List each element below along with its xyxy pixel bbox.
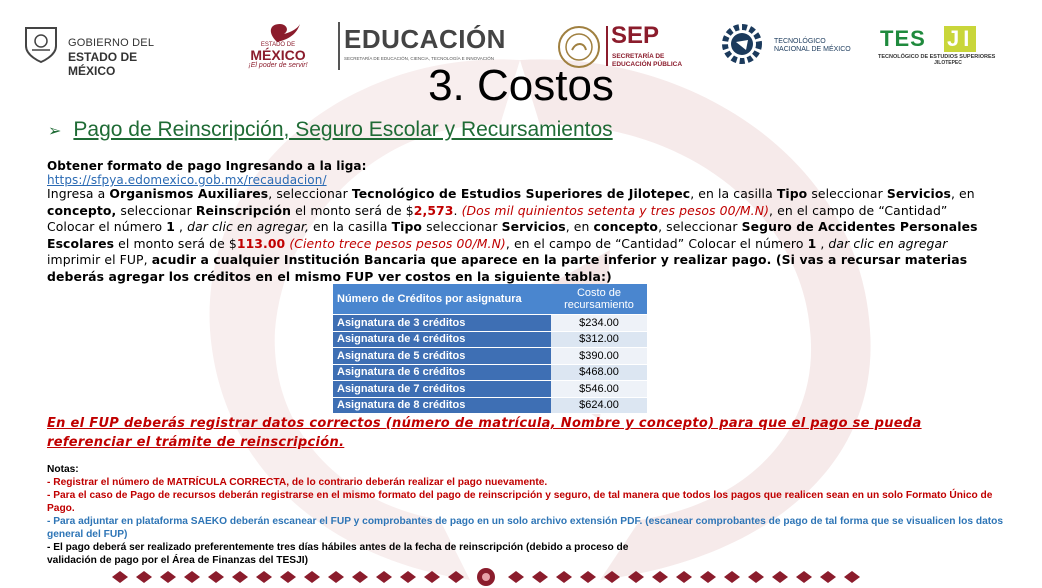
table-row	[333, 315, 647, 332]
sep-line1: SECRETARÍA DE	[612, 53, 665, 60]
text-run: , seleccionar	[268, 186, 352, 201]
instructions-paragraph	[47, 186, 997, 286]
section-heading	[48, 118, 613, 142]
text-run: , en la casilla	[690, 186, 777, 201]
row-cost: $312.00	[551, 331, 647, 348]
text-run: en la casilla	[309, 219, 392, 235]
ornament-icon	[532, 571, 548, 583]
table-row	[333, 364, 647, 381]
reinscription-amount: 2,573	[413, 202, 454, 218]
text-run: concepto,	[47, 202, 117, 218]
ornament-icon	[184, 571, 200, 583]
fup-warning: En el FUP deberás registrar datos correctos (número de matrícula, Nombre y concepto) para que el pago se pueda referenciar el trámite de reinscripción.	[47, 416, 922, 450]
ornament-icon	[724, 571, 740, 583]
ornament-icon	[580, 571, 596, 583]
ornament-icon	[628, 571, 644, 583]
text-run: Tipo	[391, 219, 423, 235]
text-run: imprimir el FUP,	[47, 252, 152, 268]
text-run: , en el campo de “Cantidad” Colocar el número	[47, 202, 948, 235]
text-run: Tipo	[776, 186, 808, 201]
text-run: ,	[174, 219, 188, 235]
row-label: Asignatura de 6 créditos	[333, 364, 551, 381]
payment-link[interactable]: https://sfpya.edomexico.gob.mx/recaudacion/	[47, 173, 327, 187]
gobierno-line2: ESTADO DE MÉXICO	[68, 50, 138, 78]
ornament-icon	[352, 571, 368, 583]
note-item: - Registrar el número de MATRÍCULA CORRECTA, de lo contrario deberán realizar el pago nuevamente.	[47, 477, 548, 488]
text-run: concepto	[593, 219, 659, 235]
text-run: Tecnológico de Estudios Superiores de Jilotepec	[351, 186, 691, 201]
text-run: , seleccionar	[658, 219, 742, 235]
flower-ornament-icon	[477, 568, 495, 586]
ornament-icon	[448, 571, 464, 583]
intro-text: Obtener formato de pago Ingresando a la liga:	[47, 159, 367, 173]
section-heading-text: Pago de Reinscripción, Seguro Escolar y Recursamientos	[73, 118, 613, 141]
sep-title: SEP	[611, 22, 660, 49]
text-run: , en	[950, 186, 975, 201]
text-run: .	[453, 202, 462, 218]
ornament-icon	[748, 571, 764, 583]
ornament-icon	[508, 571, 524, 583]
ornament-icon	[376, 571, 392, 583]
column-header-cost: Costo de recursamiento	[551, 284, 647, 315]
edomex-line1: ESTADO DE	[260, 42, 296, 48]
row-cost: $546.00	[551, 381, 647, 398]
ornament-icon	[160, 571, 176, 583]
tesji-line1: TECNOLÓGICO DE ESTUDIOS SUPERIORES	[878, 54, 996, 60]
reinscription-amount-words: (Dos mil quinientos setenta y tres pesos 00/M.N)	[461, 202, 770, 218]
note-item: - El pago deberá ser realizado preferentemente tres días hábiles antes de la fecha de reinscripción (debido a proceso de	[47, 542, 629, 553]
educacion-subtitle: SECRETARÍA DE EDUCACIÓN, CIENCIA, TECNOLOGÍA E INNOVACIÓN	[344, 56, 495, 61]
educacion-title: EDUCACIÓN	[344, 24, 506, 54]
tesji-title-a: TES	[880, 26, 926, 51]
arrow-bullet-icon: ➢	[48, 123, 62, 140]
page-title: 3. Costos	[428, 61, 614, 110]
text-run: Servicios	[886, 186, 951, 201]
ornament-icon	[556, 571, 572, 583]
text-run: el monto será de $	[291, 202, 414, 218]
note-item: - Para el caso de Pago de recursos deberán registrarse en el mismo formato del pago de reinscripción y seguro, de tal manera que todos los pagos que realicen sean en un solo Formato Único de Pago.	[47, 490, 993, 514]
row-cost: $468.00	[551, 364, 647, 381]
ornament-icon	[844, 571, 860, 583]
gobierno-line1: GOBIERNO DEL	[68, 37, 155, 49]
row-label: Asignatura de 5 créditos	[333, 348, 551, 365]
text-run: seleccionar	[116, 202, 196, 218]
text-run: , en el campo de “Cantidad” Colocar el número	[505, 235, 808, 251]
row-label: Asignatura de 7 créditos	[333, 381, 551, 398]
ornament-icon	[400, 571, 416, 583]
text-run: , en	[565, 219, 594, 235]
ornament-icon	[796, 571, 812, 583]
ornament-icon	[700, 571, 716, 583]
text-run: seleccionar	[807, 186, 887, 201]
text-run: 1	[807, 235, 817, 251]
ornament-icon	[112, 571, 128, 583]
ornament-icon	[676, 571, 692, 583]
notes-title: Notas:	[47, 464, 79, 475]
text-run: Ingresa a	[47, 186, 110, 201]
row-cost: $234.00	[551, 315, 647, 332]
ornament-icon	[232, 571, 248, 583]
row-label: Asignatura de 8 créditos	[333, 397, 551, 414]
text-run: el monto será de $	[114, 235, 237, 251]
insurance-amount-words: (Ciento trece pesos pesos 00/M.N)	[289, 235, 506, 251]
text-run: Servicios	[501, 219, 566, 235]
text-run: Seguro de Accidentes Personales Escolares	[47, 219, 978, 251]
text-run: ,	[816, 235, 829, 251]
tesji-title-b: JI	[944, 26, 976, 52]
row-cost: $390.00	[551, 348, 647, 365]
insurance-amount: 113.00	[236, 235, 286, 251]
ornament-icon	[208, 571, 224, 583]
ornament-icon	[772, 571, 788, 583]
ornament-icon	[304, 571, 320, 583]
decorative-footer-band	[108, 565, 864, 588]
text-run: seleccionar	[422, 219, 502, 235]
table-row	[333, 381, 647, 398]
note-item: validación de pago por el Área de Finanzas del TESJI)	[47, 555, 308, 566]
bird-icon	[252, 22, 302, 44]
sep-line2: EDUCACIÓN PÚBLICA	[612, 61, 683, 68]
text-run: 1	[166, 219, 175, 235]
text-run: acudir a cualquier Institución Bancaria que aparece en la parte inferior y realizar pago. (Si vas a recursar materias deberás agregar los créditos en el mismo FUP ver costos en la siguiente tabla:)	[47, 252, 968, 284]
table-row	[333, 331, 647, 348]
note-item: - Para adjuntar en plataforma SAEKO deberán escanear el FUP y comprobantes de pago en un solo archivo extensión PDF. (escanear comprobantes de pago de tal forma que se visualicen los datos general del FUP)	[47, 516, 1004, 540]
row-cost: $624.00	[551, 397, 647, 414]
edomex-tagline: ¡El poder de servir!	[248, 62, 308, 69]
notes-block	[47, 463, 1007, 567]
table-header-row	[333, 284, 647, 315]
row-label: Asignatura de 3 créditos	[333, 315, 551, 332]
tecnm-line2: NACIONAL DE MÉXICO	[774, 46, 851, 53]
ornament-icon	[424, 571, 440, 583]
text-run: dar clic en agregar,	[187, 219, 309, 235]
ornament-icon	[280, 571, 296, 583]
tecnm-line1: TECNOLÓGICO	[774, 38, 826, 45]
ornament-icon	[256, 571, 272, 583]
cost-table	[333, 284, 647, 414]
table-row	[333, 397, 647, 414]
ornament-icon	[328, 571, 344, 583]
text-run: dar clic en agregar	[828, 235, 948, 251]
text-run: Organismos Auxiliares	[109, 186, 269, 201]
tesji-line2: JILOTEPEC	[934, 60, 962, 66]
column-header-credits: Número de Créditos por asignatura	[333, 284, 551, 315]
table-row	[333, 348, 647, 365]
text-run: Reinscripción	[195, 202, 292, 218]
row-label: Asignatura de 4 créditos	[333, 331, 551, 348]
ornament-icon	[136, 571, 152, 583]
ornament-icon	[652, 571, 668, 583]
ornament-icon	[820, 571, 836, 583]
edomex-line2: MÉXICO	[250, 47, 306, 63]
ornament-icon	[604, 571, 620, 583]
